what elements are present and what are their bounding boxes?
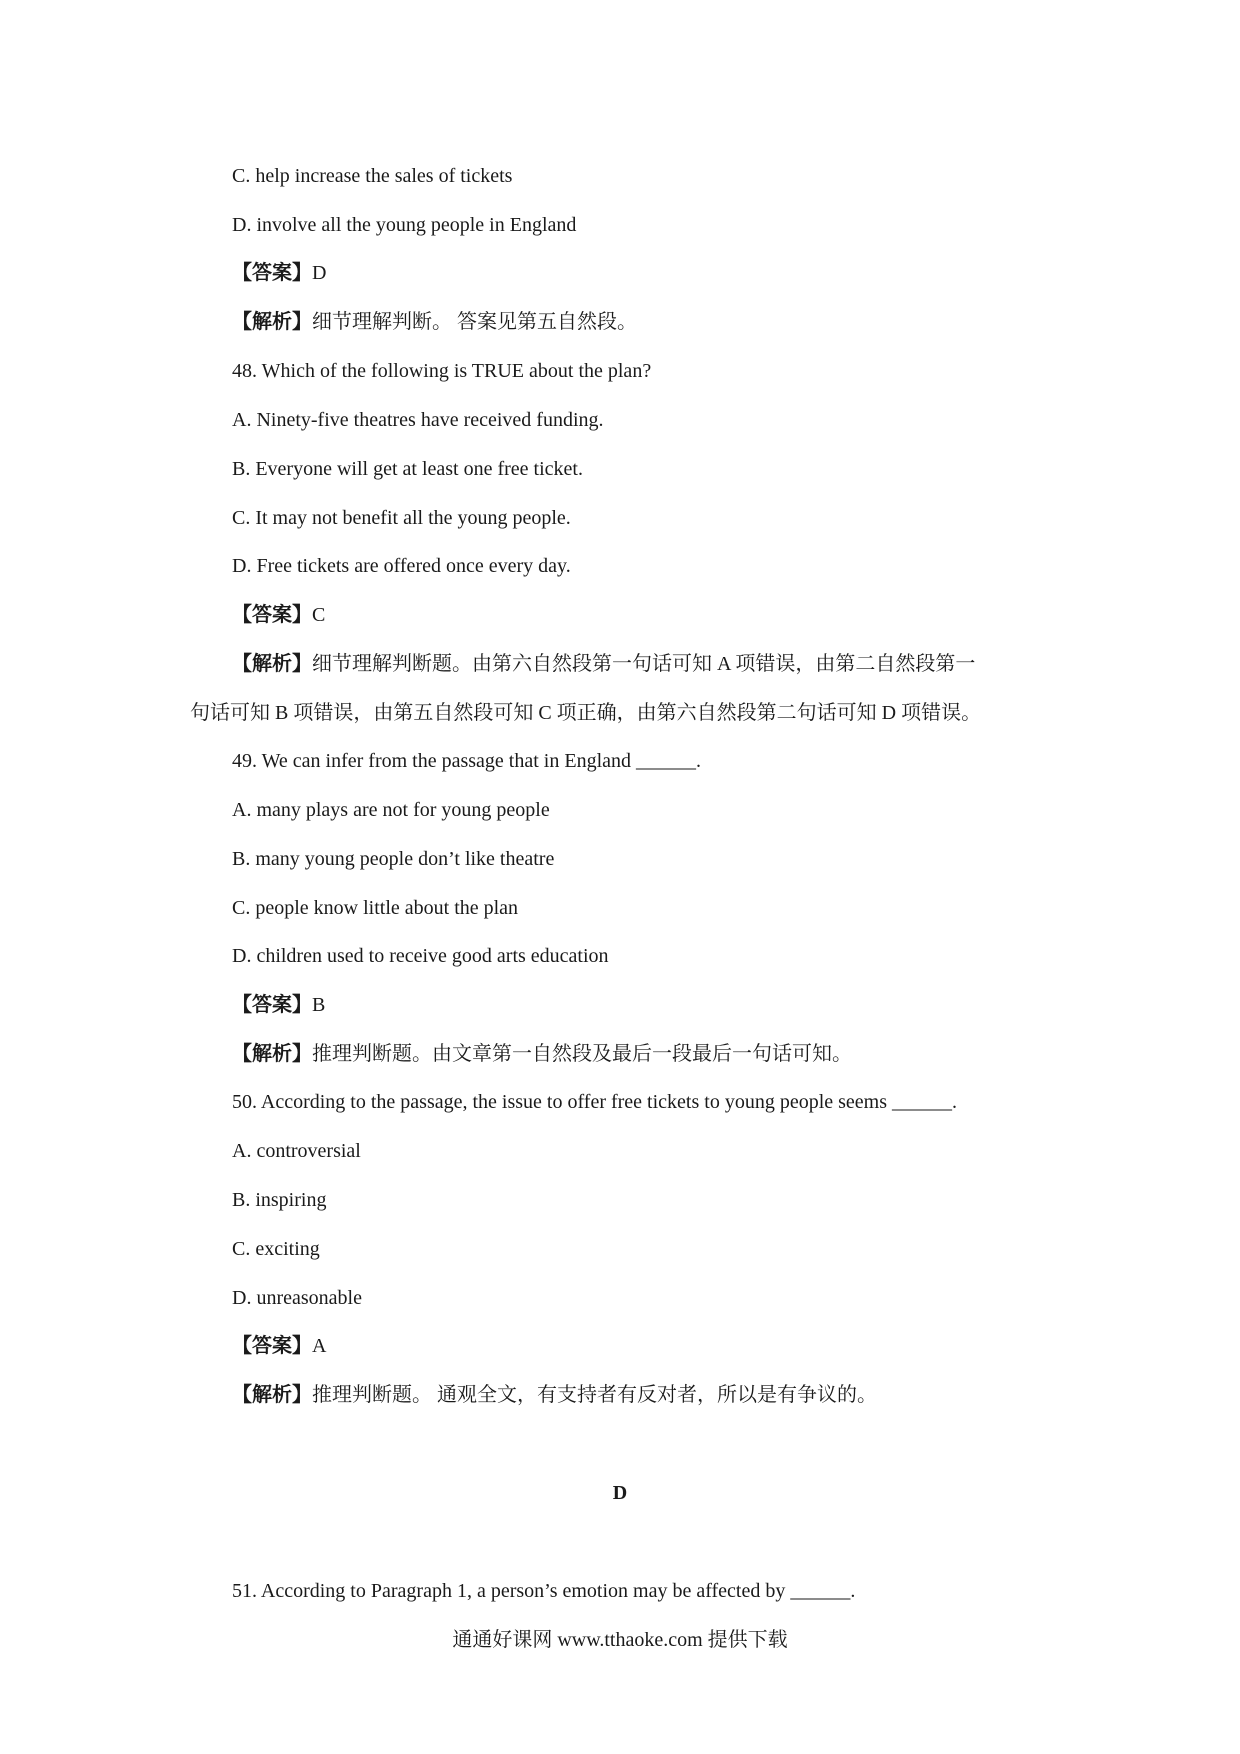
answer-49	[232, 993, 325, 1017]
analysis-47	[232, 310, 637, 334]
question-51: 51. According to Paragraph 1, a person’s emotion may be affected by ______.	[232, 1580, 856, 1602]
question-48: 48. Which of the following is TRUE about the plan?	[232, 360, 652, 382]
option-48c: C. It may not benefit all the young people.	[232, 507, 571, 529]
question-49: 49. We can infer from the passage that in England ______.	[232, 750, 702, 772]
answer-label: 【答案】	[232, 262, 312, 284]
analysis-48-continued: 句话可知 B 项错误，由第五自然段可知 C 项正确，由第六自然段第二句话可知 D 项错误。	[190, 702, 982, 724]
option-50a: A. controversial	[232, 1140, 361, 1162]
option-47c: C. help increase the sales of tickets	[232, 165, 513, 187]
analysis-text: 推理判断题。 通观全文，有支持者有反对者，所以是有争议的。	[312, 1384, 877, 1406]
option-49c: C. people know little about the plan	[232, 897, 519, 919]
answer-value: D	[312, 262, 327, 284]
option-50d: D. unreasonable	[232, 1287, 362, 1309]
analysis-label: 【解析】	[232, 1384, 312, 1406]
answer-value: B	[312, 994, 326, 1016]
answer-label: 【答案】	[232, 994, 312, 1016]
page-footer: 通通好课网 www.tthaoke.com 提供下载	[452, 1629, 788, 1651]
analysis-49	[232, 1042, 852, 1066]
answer-label: 【答案】	[232, 604, 312, 626]
analysis-50	[232, 1383, 877, 1407]
answer-label: 【答案】	[232, 1335, 312, 1357]
analysis-text: 推理判断题。由文章第一自然段及最后一段最后一句话可知。	[312, 1043, 852, 1065]
answer-48	[232, 603, 325, 627]
analysis-text: 细节理解判断题。由第六自然段第一句话可知 A 项错误，由第二自然段第一	[312, 653, 976, 675]
option-49b: B. many young people don’t like theatre	[232, 848, 555, 870]
section-title: D	[612, 1482, 628, 1504]
analysis-label: 【解析】	[232, 653, 312, 675]
option-50c: C. exciting	[232, 1238, 320, 1260]
question-50: 50. According to the passage, the issue to offer free tickets to young people seems ______.	[232, 1091, 958, 1113]
analysis-48	[232, 652, 975, 676]
option-49d: D. children used to receive good arts education	[232, 945, 609, 967]
option-50b: B. inspiring	[232, 1189, 327, 1211]
option-48b: B. Everyone will get at least one free ticket.	[232, 458, 583, 480]
option-48d: D. Free tickets are offered once every day.	[232, 555, 571, 577]
answer-value: A	[312, 1335, 327, 1357]
answer-value: C	[312, 604, 326, 626]
analysis-label: 【解析】	[232, 311, 312, 333]
answer-50	[232, 1334, 326, 1358]
option-48a: A. Ninety-five theatres have received funding.	[232, 409, 604, 431]
analysis-text: 细节理解判断。 答案见第五自然段。	[312, 311, 637, 333]
answer-47	[232, 261, 326, 285]
option-49a: A. many plays are not for young people	[232, 799, 550, 821]
analysis-label: 【解析】	[232, 1043, 312, 1065]
option-47d: D. involve all the young people in England	[232, 214, 577, 236]
